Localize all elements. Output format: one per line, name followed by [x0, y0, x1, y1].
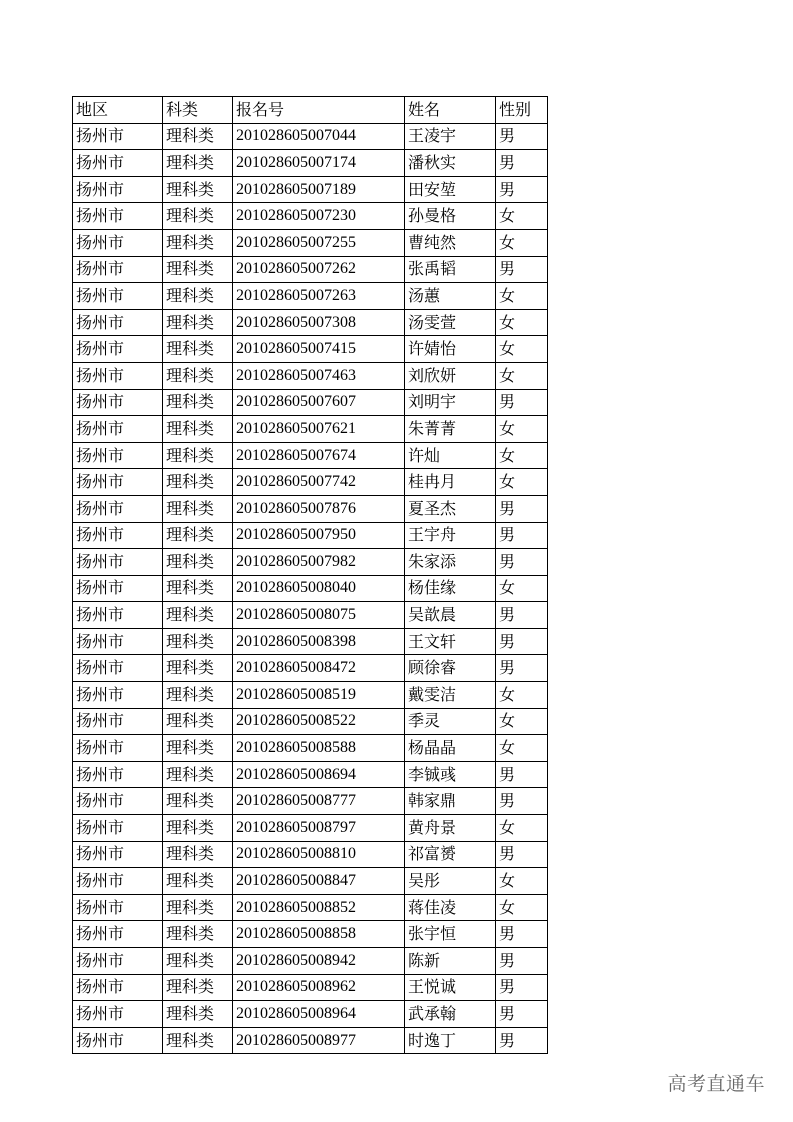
cell-category: 理科类 — [163, 602, 233, 629]
cell-category: 理科类 — [163, 283, 233, 310]
table-row — [73, 389, 548, 416]
cell-name: 张禹韬 — [405, 256, 496, 283]
table-row — [73, 549, 548, 576]
cell-registration-number: 201028605008472 — [233, 655, 405, 682]
cell-name: 季灵 — [405, 708, 496, 735]
table-row — [73, 575, 548, 602]
cell-registration-number: 201028605008977 — [233, 1027, 405, 1054]
cell-name: 祁富赟 — [405, 841, 496, 868]
cell-region: 扬州市 — [73, 123, 163, 150]
cell-gender: 男 — [496, 256, 548, 283]
cell-region: 扬州市 — [73, 868, 163, 895]
cell-gender: 女 — [496, 575, 548, 602]
table-row — [73, 868, 548, 895]
table-row — [73, 229, 548, 256]
table-body — [73, 123, 548, 1054]
cell-registration-number: 201028605007308 — [233, 309, 405, 336]
cell-gender: 女 — [496, 868, 548, 895]
cell-category: 理科类 — [163, 682, 233, 709]
table-row — [73, 469, 548, 496]
cell-name: 顾徐睿 — [405, 655, 496, 682]
cell-registration-number: 201028605007463 — [233, 362, 405, 389]
cell-name: 陈新 — [405, 948, 496, 975]
cell-region: 扬州市 — [73, 389, 163, 416]
cell-category: 理科类 — [163, 841, 233, 868]
cell-registration-number: 201028605008852 — [233, 894, 405, 921]
cell-category: 理科类 — [163, 336, 233, 363]
table-row — [73, 150, 548, 177]
cell-region: 扬州市 — [73, 469, 163, 496]
cell-region: 扬州市 — [73, 336, 163, 363]
header-name: 姓名 — [405, 97, 496, 124]
cell-region: 扬州市 — [73, 309, 163, 336]
cell-region: 扬州市 — [73, 655, 163, 682]
table-row — [73, 256, 548, 283]
cell-region: 扬州市 — [73, 815, 163, 842]
cell-registration-number: 201028605007621 — [233, 416, 405, 443]
cell-region: 扬州市 — [73, 841, 163, 868]
student-list-table — [72, 96, 548, 1054]
cell-region: 扬州市 — [73, 921, 163, 948]
cell-name: 刘欣妍 — [405, 362, 496, 389]
table-row — [73, 948, 548, 975]
cell-category: 理科类 — [163, 549, 233, 576]
cell-category: 理科类 — [163, 150, 233, 177]
table-row — [73, 655, 548, 682]
cell-registration-number: 201028605008858 — [233, 921, 405, 948]
cell-gender: 男 — [496, 788, 548, 815]
cell-name: 王文轩 — [405, 628, 496, 655]
cell-region: 扬州市 — [73, 203, 163, 230]
cell-gender: 女 — [496, 815, 548, 842]
header-registration-number: 报名号 — [233, 97, 405, 124]
cell-name: 蒋佳凌 — [405, 894, 496, 921]
cell-region: 扬州市 — [73, 495, 163, 522]
table-row — [73, 735, 548, 762]
cell-gender: 女 — [496, 894, 548, 921]
cell-name: 孙曼格 — [405, 203, 496, 230]
cell-category: 理科类 — [163, 442, 233, 469]
cell-gender: 女 — [496, 735, 548, 762]
cell-name: 汤蕙 — [405, 283, 496, 310]
cell-name: 汤雯萱 — [405, 309, 496, 336]
cell-gender: 男 — [496, 761, 548, 788]
header-category: 科类 — [163, 97, 233, 124]
table-row — [73, 788, 548, 815]
cell-gender: 女 — [496, 309, 548, 336]
cell-category: 理科类 — [163, 416, 233, 443]
cell-name: 戴雯洁 — [405, 682, 496, 709]
table-row — [73, 815, 548, 842]
cell-category: 理科类 — [163, 123, 233, 150]
cell-gender: 女 — [496, 283, 548, 310]
cell-gender: 女 — [496, 682, 548, 709]
cell-category: 理科类 — [163, 708, 233, 735]
cell-category: 理科类 — [163, 176, 233, 203]
cell-category: 理科类 — [163, 735, 233, 762]
cell-registration-number: 201028605008942 — [233, 948, 405, 975]
cell-registration-number: 201028605007262 — [233, 256, 405, 283]
cell-region: 扬州市 — [73, 1027, 163, 1054]
cell-region: 扬州市 — [73, 416, 163, 443]
cell-region: 扬州市 — [73, 256, 163, 283]
cell-gender: 女 — [496, 336, 548, 363]
cell-category: 理科类 — [163, 868, 233, 895]
cell-gender: 女 — [496, 442, 548, 469]
cell-category: 理科类 — [163, 309, 233, 336]
table-row — [73, 1027, 548, 1054]
cell-gender: 男 — [496, 655, 548, 682]
cell-gender: 男 — [496, 150, 548, 177]
cell-category: 理科类 — [163, 921, 233, 948]
cell-region: 扬州市 — [73, 602, 163, 629]
cell-gender: 男 — [496, 921, 548, 948]
cell-region: 扬州市 — [73, 761, 163, 788]
cell-region: 扬州市 — [73, 974, 163, 1001]
cell-name: 武承翰 — [405, 1001, 496, 1028]
cell-name: 李铖彧 — [405, 761, 496, 788]
cell-registration-number: 201028605008964 — [233, 1001, 405, 1028]
cell-gender: 女 — [496, 229, 548, 256]
cell-registration-number: 201028605007230 — [233, 203, 405, 230]
table-row — [73, 602, 548, 629]
cell-registration-number: 201028605007950 — [233, 522, 405, 549]
cell-category: 理科类 — [163, 655, 233, 682]
cell-gender: 女 — [496, 362, 548, 389]
cell-registration-number: 201028605007174 — [233, 150, 405, 177]
cell-region: 扬州市 — [73, 682, 163, 709]
cell-gender: 男 — [496, 841, 548, 868]
cell-gender: 男 — [496, 948, 548, 975]
cell-name: 夏圣杰 — [405, 495, 496, 522]
cell-category: 理科类 — [163, 761, 233, 788]
cell-name: 朱家添 — [405, 549, 496, 576]
cell-registration-number: 201028605007255 — [233, 229, 405, 256]
cell-registration-number: 201028605008522 — [233, 708, 405, 735]
cell-region: 扬州市 — [73, 708, 163, 735]
cell-registration-number: 201028605007263 — [233, 283, 405, 310]
cell-registration-number: 201028605008777 — [233, 788, 405, 815]
table-row — [73, 495, 548, 522]
table-row — [73, 894, 548, 921]
cell-name: 杨佳缘 — [405, 575, 496, 602]
cell-gender: 男 — [496, 1001, 548, 1028]
cell-name: 刘明宇 — [405, 389, 496, 416]
cell-category: 理科类 — [163, 788, 233, 815]
cell-registration-number: 201028605008075 — [233, 602, 405, 629]
table-row — [73, 336, 548, 363]
cell-gender: 男 — [496, 628, 548, 655]
cell-region: 扬州市 — [73, 628, 163, 655]
cell-name: 韩家鼎 — [405, 788, 496, 815]
cell-registration-number: 201028605007607 — [233, 389, 405, 416]
cell-gender: 男 — [496, 602, 548, 629]
cell-name: 杨晶晶 — [405, 735, 496, 762]
cell-region: 扬州市 — [73, 788, 163, 815]
cell-category: 理科类 — [163, 948, 233, 975]
cell-category: 理科类 — [163, 974, 233, 1001]
cell-category: 理科类 — [163, 628, 233, 655]
table-row — [73, 841, 548, 868]
cell-name: 许灿 — [405, 442, 496, 469]
cell-region: 扬州市 — [73, 1001, 163, 1028]
cell-region: 扬州市 — [73, 229, 163, 256]
site-watermark: 高考直通车 — [667, 1073, 765, 1095]
cell-region: 扬州市 — [73, 575, 163, 602]
cell-category: 理科类 — [163, 469, 233, 496]
table-row — [73, 628, 548, 655]
header-gender: 性别 — [496, 97, 548, 124]
cell-name: 吴歆晨 — [405, 602, 496, 629]
cell-name: 田安堃 — [405, 176, 496, 203]
cell-name: 黄舟景 — [405, 815, 496, 842]
table-row — [73, 362, 548, 389]
cell-category: 理科类 — [163, 575, 233, 602]
table-row — [73, 921, 548, 948]
cell-gender: 女 — [496, 416, 548, 443]
cell-name: 桂冉月 — [405, 469, 496, 496]
cell-category: 理科类 — [163, 894, 233, 921]
cell-category: 理科类 — [163, 229, 233, 256]
table-row — [73, 522, 548, 549]
table-row — [73, 176, 548, 203]
cell-category: 理科类 — [163, 362, 233, 389]
table-row — [73, 283, 548, 310]
cell-gender: 男 — [496, 176, 548, 203]
cell-gender: 男 — [496, 549, 548, 576]
cell-name: 朱菁菁 — [405, 416, 496, 443]
table-row — [73, 1001, 548, 1028]
cell-region: 扬州市 — [73, 549, 163, 576]
cell-gender: 男 — [496, 974, 548, 1001]
cell-category: 理科类 — [163, 389, 233, 416]
cell-name: 潘秋实 — [405, 150, 496, 177]
cell-registration-number: 201028605007674 — [233, 442, 405, 469]
cell-registration-number: 201028605007044 — [233, 123, 405, 150]
cell-category: 理科类 — [163, 495, 233, 522]
cell-registration-number: 201028605007982 — [233, 549, 405, 576]
header-region: 地区 — [73, 97, 163, 124]
cell-region: 扬州市 — [73, 176, 163, 203]
cell-registration-number: 201028605008398 — [233, 628, 405, 655]
cell-registration-number: 201028605007415 — [233, 336, 405, 363]
cell-name: 王悦诚 — [405, 974, 496, 1001]
table-row — [73, 203, 548, 230]
cell-gender: 女 — [496, 469, 548, 496]
cell-registration-number: 201028605008694 — [233, 761, 405, 788]
cell-registration-number: 201028605008810 — [233, 841, 405, 868]
cell-category: 理科类 — [163, 1001, 233, 1028]
cell-registration-number: 201028605008962 — [233, 974, 405, 1001]
table-row — [73, 123, 548, 150]
cell-region: 扬州市 — [73, 522, 163, 549]
cell-name: 许婧怡 — [405, 336, 496, 363]
cell-name: 吴彤 — [405, 868, 496, 895]
cell-name: 时逸丁 — [405, 1027, 496, 1054]
cell-registration-number: 201028605008847 — [233, 868, 405, 895]
cell-region: 扬州市 — [73, 283, 163, 310]
table-row — [73, 309, 548, 336]
cell-registration-number: 201028605008519 — [233, 682, 405, 709]
cell-gender: 男 — [496, 1027, 548, 1054]
cell-registration-number: 201028605008588 — [233, 735, 405, 762]
cell-gender: 女 — [496, 708, 548, 735]
cell-category: 理科类 — [163, 522, 233, 549]
cell-region: 扬州市 — [73, 735, 163, 762]
cell-category: 理科类 — [163, 815, 233, 842]
cell-name: 曹纯然 — [405, 229, 496, 256]
cell-category: 理科类 — [163, 1027, 233, 1054]
cell-gender: 男 — [496, 495, 548, 522]
cell-region: 扬州市 — [73, 948, 163, 975]
table-header-row — [73, 97, 548, 124]
table-row — [73, 708, 548, 735]
cell-gender: 男 — [496, 522, 548, 549]
cell-registration-number: 201028605007189 — [233, 176, 405, 203]
table-row — [73, 416, 548, 443]
cell-region: 扬州市 — [73, 894, 163, 921]
cell-region: 扬州市 — [73, 362, 163, 389]
cell-name: 张宇恒 — [405, 921, 496, 948]
cell-name: 王宇舟 — [405, 522, 496, 549]
cell-registration-number: 201028605008040 — [233, 575, 405, 602]
table-row — [73, 442, 548, 469]
cell-gender: 男 — [496, 123, 548, 150]
table-row — [73, 974, 548, 1001]
table-row — [73, 682, 548, 709]
cell-gender: 女 — [496, 203, 548, 230]
cell-category: 理科类 — [163, 256, 233, 283]
cell-gender: 男 — [496, 389, 548, 416]
table-row — [73, 761, 548, 788]
cell-name: 王凌宇 — [405, 123, 496, 150]
cell-registration-number: 201028605007742 — [233, 469, 405, 496]
cell-registration-number: 201028605007876 — [233, 495, 405, 522]
cell-registration-number: 201028605008797 — [233, 815, 405, 842]
cell-region: 扬州市 — [73, 150, 163, 177]
cell-category: 理科类 — [163, 203, 233, 230]
cell-region: 扬州市 — [73, 442, 163, 469]
